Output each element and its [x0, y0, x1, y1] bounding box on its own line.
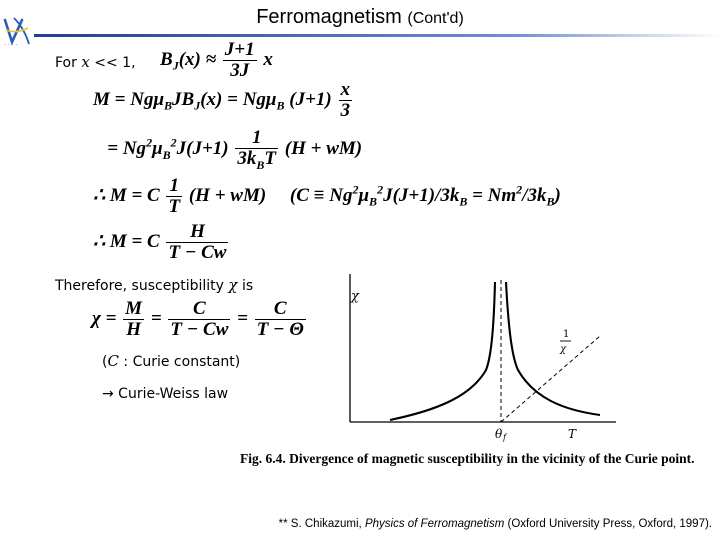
theta-label: θ — [495, 427, 503, 441]
title-divider — [34, 34, 720, 37]
equation-m-second: = $Ng^2\mu_B^2J(J+1)$ $\frac{1}{3k_BT}$ (H + wM) — [93, 127, 363, 172]
inverse-chi-numerator: 1 — [563, 329, 570, 340]
y-axis-label: χ — [351, 289, 359, 304]
equation-m-third: ∴ M = C $\frac{1}{T}$ (H + wM) $(C \equiv Ng^2\mu_B^2J(J+1)/3k_B = Nm^2/3k_B)$ — [93, 175, 561, 217]
inverse-chi-line — [501, 336, 600, 422]
equation-bj-approx: $B_J(x)$ ≈ $\frac{J+1}{3J}$ x — [160, 39, 273, 81]
curie-weiss-law-text: → Curie-Weiss law — [102, 386, 229, 402]
figure-caption: Fig. 6.4. Divergence of magnetic susceptibility in the vicinity of the Curie point. — [240, 451, 695, 466]
slide-title-main: Ferromagnetism — [256, 6, 402, 28]
equation-m-expansion: $M = Ng\mu_BJB_J(x) = Ng\mu_B$ (J+1) $\frac{x}{3}$ — [93, 79, 350, 121]
chi-curve-left — [390, 282, 495, 420]
theta-subscript: f — [503, 433, 506, 442]
curie-constant-note: (C : Curie constant) — [102, 352, 241, 370]
slide-title-suffix: (Cont'd) — [407, 10, 464, 27]
x-axis-label: T — [568, 427, 577, 441]
reference-footnote: ** S. Chikazumi, Physics of Ferromagnetism (Oxford University Press, Oxford, 1997). — [278, 518, 712, 530]
equation-chi: χ = $\frac{M}{H}$ = $\frac{C}{T - Cw}$ = $\frac{C}{T - \Theta}$ — [92, 298, 304, 340]
therefore-text: Therefore, susceptibility χ is — [55, 276, 254, 294]
condition-text: For x << 1, — [55, 53, 136, 71]
svg-text:· · · ·: · · · · — [4, 42, 18, 48]
equation-m-fourth: ∴ M = C $\frac{H}{T - Cw}$ — [93, 221, 227, 263]
slide-title — [0, 6, 720, 29]
inverse-chi-denominator: χ — [560, 344, 567, 355]
susceptibility-divergence-figure — [338, 270, 620, 446]
